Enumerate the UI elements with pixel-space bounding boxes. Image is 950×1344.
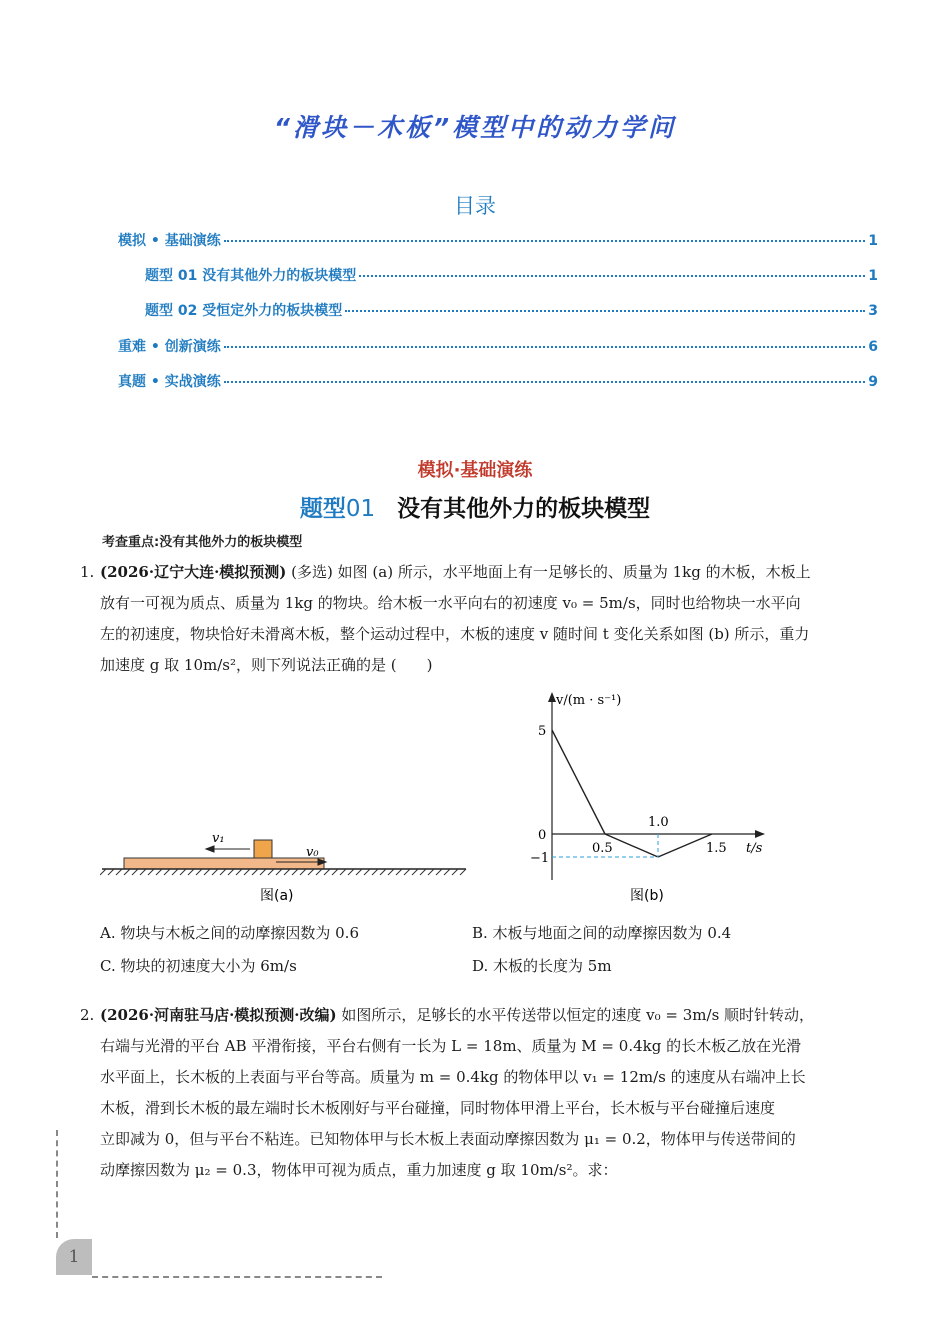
option-a[interactable]: A. 物块与木板之间的动摩擦因数为 0.6 bbox=[100, 924, 359, 942]
v0-label: v₀ bbox=[306, 845, 319, 860]
toc-item-basic[interactable] bbox=[118, 230, 878, 250]
type-name: 没有其他外力的板块模型 bbox=[397, 496, 651, 522]
velocity-time-graph bbox=[520, 690, 780, 910]
footer-dash-horizontal bbox=[92, 1276, 382, 1278]
v1-label: v₁ bbox=[212, 831, 225, 846]
toc-item-real-exam[interactable] bbox=[118, 371, 878, 391]
toc-label: 题型 02 受恒定外力的板块模型 bbox=[145, 303, 343, 319]
option-c[interactable]: C. 物块的初速度大小为 6m/s bbox=[100, 957, 297, 975]
question-type-title bbox=[0, 490, 950, 523]
y-axis-label: v/(m · s⁻¹) bbox=[556, 693, 622, 708]
question-line: 左的初速度，物块恰好未滑离木板，整个运动过程中，木板的速度 v 随时间 t 变化关系如图 (b) 所示，重力 bbox=[100, 625, 810, 643]
toc-leader-dots bbox=[359, 275, 865, 277]
question-line: (2026·辽宁大连·模拟预测) (多选) 如图 (a) 所示，水平地面上有一足够长的、质量为 1kg 的木板，木板上 bbox=[100, 563, 811, 581]
question-source: (2026·河南驻马店·模拟预测·改编) bbox=[100, 1006, 337, 1024]
exam-focus: 考查重点:没有其他外力的板块模型 bbox=[102, 535, 303, 550]
toc-label: 题型 01 没有其他外力的板块模型 bbox=[145, 268, 357, 284]
question-source: (2026·辽宁大连·模拟预测) bbox=[100, 563, 287, 581]
toc-leader-dots bbox=[224, 381, 866, 383]
question-line: 立即减为 0，但与平台不粘连。已知物体甲与长木板上表面动摩擦因数为 μ₁ = 0.2，物体甲与传送带间的 bbox=[100, 1130, 796, 1148]
toc-leader-dots bbox=[224, 240, 866, 242]
option-d[interactable]: D. 木板的长度为 5m bbox=[472, 957, 612, 975]
toc-leader-dots bbox=[345, 310, 865, 312]
question-line: 加速度 g 取 10m/s²，则下列说法正确的是 ( ) bbox=[100, 656, 433, 674]
board-block-diagram bbox=[100, 820, 470, 910]
wooden-board bbox=[124, 858, 324, 869]
question-2 bbox=[80, 1000, 880, 1186]
footer-dash-vertical bbox=[56, 1130, 58, 1238]
toc-page: 1 bbox=[868, 233, 878, 249]
y-axis-arrow bbox=[548, 692, 556, 702]
x-axis-label: t/s bbox=[746, 841, 763, 856]
question-line: 水平面上，长木板的上表面与平台等高。质量为 m = 0.4kg 的物体甲以 v₁ = 12m/s 的速度从右端冲上长 bbox=[100, 1068, 806, 1086]
option-b[interactable]: B. 木板与地面之间的动摩擦因数为 0.4 bbox=[472, 924, 732, 942]
velocity-line-1 bbox=[552, 730, 605, 834]
question-line: 动摩擦因数为 μ₂ = 0.3，物体甲可视为质点，重力加速度 g 取 10m/s²。求： bbox=[100, 1161, 618, 1179]
velocity-line-3 bbox=[658, 834, 712, 857]
figure-b-caption: 图(b) bbox=[630, 888, 664, 904]
toc-item-innovation[interactable] bbox=[118, 336, 878, 356]
figure-a bbox=[100, 820, 470, 910]
velocity-line-2 bbox=[605, 834, 658, 857]
toc-label: 真题 • 实战演练 bbox=[118, 374, 221, 390]
question-1 bbox=[80, 557, 880, 681]
y-tick-neg1: −1 bbox=[530, 851, 550, 866]
question-line: 木板，滑到长木板的最左端时长木板刚好与平台碰撞，同时物体甲滑上平台，长木板与平台碰撞后速度 bbox=[100, 1099, 776, 1117]
figure-a-caption: 图(a) bbox=[260, 888, 294, 904]
x-axis-arrow bbox=[755, 830, 765, 838]
toc-page: 1 bbox=[868, 268, 878, 284]
y-tick-0: 0 bbox=[538, 828, 547, 843]
question-line: 右端与光滑的平台 AB 平滑衔接，平台右侧有一长为 L = 18m、质量为 M = 0.4kg 的长木板乙放在光滑 bbox=[100, 1037, 802, 1055]
question-number: 1. bbox=[80, 563, 95, 581]
toc-label: 模拟 • 基础演练 bbox=[118, 233, 221, 249]
toc-page: 9 bbox=[868, 374, 878, 390]
x-tick-0-5: 0.5 bbox=[592, 841, 613, 856]
ground-hatch bbox=[100, 869, 466, 875]
figure-b bbox=[520, 690, 780, 910]
x-tick-1-5: 1.5 bbox=[706, 841, 727, 856]
question-number: 2. bbox=[80, 1006, 95, 1024]
section-title: 模拟·基础演练 bbox=[417, 460, 533, 481]
toc-item-type02[interactable] bbox=[145, 300, 878, 320]
question-line: (2026·河南驻马店·模拟预测·改编) 如图所示，足够长的水平传送带以恒定的速度 v₀ = 3m/s 顺时针转动， bbox=[100, 1006, 815, 1024]
block bbox=[254, 840, 272, 858]
toc-page: 3 bbox=[868, 303, 878, 319]
type-tag: 题型 bbox=[299, 496, 346, 522]
question-line: 放有一可视为质点、质量为 1kg 的物块。给木板一水平向右的初速度 v₀ = 5m/s，同时也给物块一水平向 bbox=[100, 594, 801, 612]
type-number: 01 bbox=[345, 496, 376, 522]
x-tick-1-0: 1.0 bbox=[648, 815, 669, 830]
toc-leader-dots bbox=[224, 346, 866, 348]
document-title: “滑块－木板”模型中的动力学问 bbox=[273, 113, 677, 142]
toc-heading: 目录 bbox=[454, 194, 496, 218]
v1-arrow bbox=[206, 846, 250, 852]
y-tick-5: 5 bbox=[538, 724, 547, 739]
toc-label: 重难 • 创新演练 bbox=[118, 339, 221, 355]
page-number: 1 bbox=[56, 1239, 92, 1275]
toc-item-type01[interactable] bbox=[145, 265, 878, 285]
toc-page: 6 bbox=[868, 339, 878, 355]
